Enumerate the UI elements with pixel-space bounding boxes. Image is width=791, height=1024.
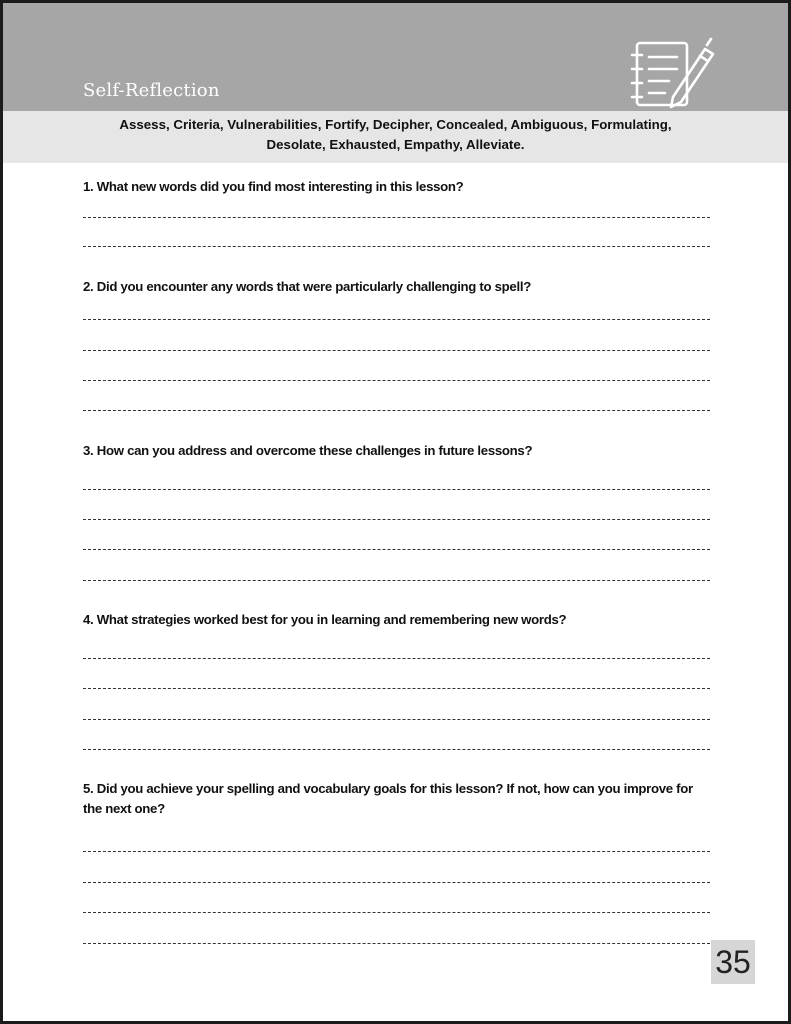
question-4: 4. What strategies worked best for you in learning and remembering new words? [83,612,567,627]
question-3: 3. How can you address and overcome these challenges in future lessons? [83,443,533,458]
answer-line[interactable] [83,912,710,913]
question-2: 2. Did you encounter any words that were particularly challenging to spell? [83,279,531,294]
notepad-pencil-icon [629,33,721,113]
answer-line[interactable] [83,319,710,320]
answer-line[interactable] [83,489,710,490]
answer-line[interactable] [83,246,710,247]
answer-line[interactable] [83,719,710,720]
answer-line[interactable] [83,519,710,520]
answer-line[interactable] [83,410,710,411]
answer-line[interactable] [83,943,710,944]
question-1: 1. What new words did you find most interesting in this lesson? [83,179,464,194]
question-5: 5. Did you achieve your spelling and vocabulary goals for this lesson? If not, how can you improve for the next one? [83,781,693,816]
answer-line[interactable] [83,217,710,218]
page-number: 35 [711,940,755,984]
page-title: Self-Reflection [83,80,220,101]
answer-line[interactable] [83,749,710,750]
answer-line[interactable] [83,658,710,659]
word-bank-line-2: Desolate, Exhausted, Empathy, Alleviate. [266,137,525,152]
answer-line[interactable] [83,882,710,883]
answer-line[interactable] [83,350,710,351]
answer-line[interactable] [83,549,710,550]
answer-line[interactable] [83,688,710,689]
word-bank [3,111,788,163]
answer-line[interactable] [83,851,710,852]
word-bank-line-1: Assess, Criteria, Vulnerabilities, Fortify, Decipher, Concealed, Ambiguous, Formulating, [119,117,672,132]
answer-line[interactable] [83,580,710,581]
answer-line[interactable] [83,380,710,381]
